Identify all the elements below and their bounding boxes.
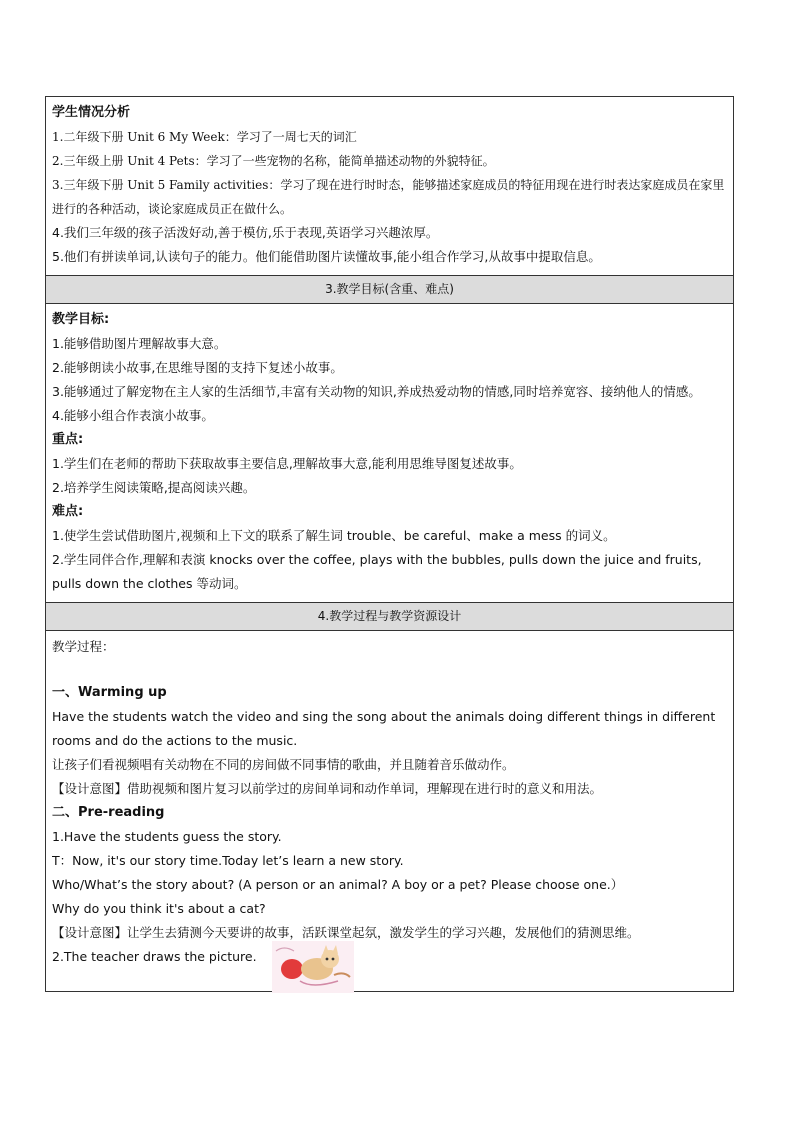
analysis-line-2: 2.三年级上册 Unit 4 Pets：学习了一些宠物的名称，能简单描述动物的外貌特征。 [52,154,495,168]
goal-line-4: 4.能够小组合作表演小故事。 [52,408,214,423]
process-section [46,631,733,991]
warming-chinese: 让孩子们看视频唱有关动物在不同的房间做不同事情的歌曲，并且随着音乐做动作。 [52,757,515,772]
goals-band: 3.教学目标(含重、难点) [46,276,733,304]
analysis-line-3: 3.三年级下册 Unit 5 Family activities：学习了现在进行时时态，能够描述家庭成员的特征用现在进行时表达家庭成员在家里进行的各种活动，谈论家庭成员正在做什么。 [52,178,725,216]
analysis-line-4: 4.我们三年级的孩子活泼好动,善于模仿,乐于表现,英语学习兴趣浓厚。 [52,225,439,240]
goals-section [46,304,733,603]
spacer [52,659,727,681]
goal-line-1: 1.能够借助图片理解故事大意。 [52,336,227,351]
pre-reading-question-1: Who/What’s the story about? (A person or an animal? A boy or a pet? Please choose one.） [52,877,624,892]
pre-reading-step-1: 1.Have the students guess the story. [52,829,282,844]
pre-reading-heading: 二、Pre-reading [52,805,165,820]
difficult-line-1: 1.使学生尝试借助图片,视频和上下文的联系了解生词 trouble、be careful、make a mess 的词义。 [52,528,616,543]
goal-line-3: 3.能够通过了解宠物在主人家的生活细节,丰富有关动物的知识,养成热爱动物的情感,同时培养宽容、接纳他人的情感。 [52,384,701,399]
analysis-line-1: 1.二年级下册 Unit 6 My Week：学习了一周七天的词汇 [52,130,357,144]
goal-heading: 教学目标: [52,312,110,327]
student-analysis-heading: 学生情况分析 [52,105,131,120]
difficult-heading: 难点: [52,504,84,519]
goal-line-2: 2.能够朗读小故事,在思维导图的支持下复述小故事。 [52,360,343,375]
warming-heading: 一、Warming up [52,685,167,700]
picture-line [52,945,727,985]
key-line-2: 2.培养学生阅读策略,提高阅读兴趣。 [52,480,256,495]
warming-design-intent: 【设计意图】借助视频和图片复习以前学过的房间单词和动作单词，理解现在进行时的意义和用法。 [52,781,603,796]
lesson-plan-table [45,96,734,992]
pre-reading-step-2: 2.The teacher draws the picture. [52,949,257,964]
key-line-1: 1.学生们在老师的帮助下获取故事主要信息,理解故事大意,能利用思维导图复述故事。 [52,456,522,471]
process-band: 4.教学过程与教学资源设计 [46,603,733,631]
warming-english: Have the students watch the video and sing the song about the animals doing different things in different rooms and do the actions to the music. [52,709,716,748]
key-heading: 重点: [52,432,84,447]
pre-reading-teacher: T：Now, it's our story time.Today let’s learn a new story. [52,853,404,868]
difficult-line-2: 2.学生同伴合作,理解和表演 knocks over the coffee, plays with the bubbles, pulls down the juice and fruits, pulls down the clothes 等动词。 [52,552,702,591]
student-analysis-section [46,97,733,276]
process-intro: 教学过程： [52,639,115,654]
cat-illustration [272,941,354,993]
analysis-line-5: 5.他们有拼读单词,认读句子的能力。他们能借助图片读懂故事,能小组合作学习,从故事中提取信息。 [52,249,601,264]
pre-reading-question-2: Why do you think it's about a cat? [52,901,266,916]
pre-reading-design-intent: 【设计意图】让学生去猜测今天要讲的故事，活跃课堂起氛，激发学生的学习兴趣，发展他们的猜测思维。 [52,925,640,940]
